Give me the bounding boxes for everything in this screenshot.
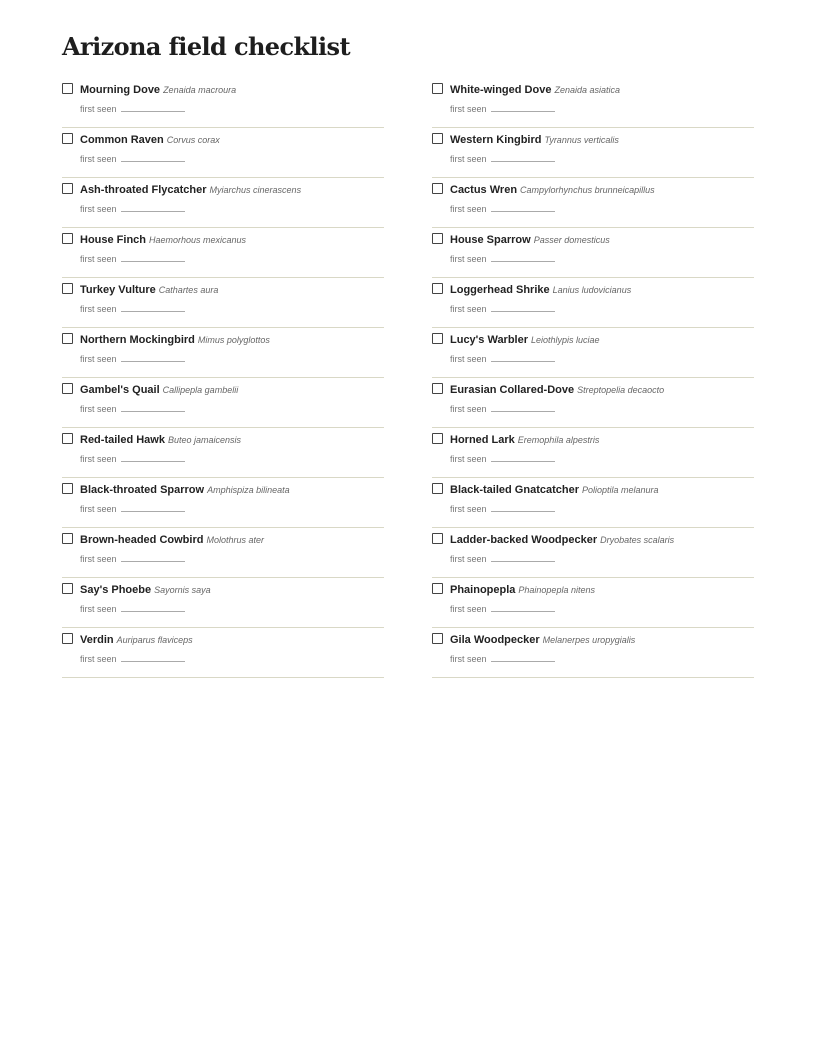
- species-entry: [432, 528, 754, 578]
- checklist-page: [62, 30, 754, 664]
- first-seen-label: first seen: [80, 504, 117, 514]
- first-seen-label: first seen: [80, 404, 117, 414]
- species-name-line: [450, 432, 599, 447]
- first-seen-field: [80, 103, 185, 115]
- scientific-name: Melanerpes uropygialis: [542, 635, 636, 645]
- seen-checkbox[interactable]: [432, 83, 443, 94]
- species-name-line: [80, 282, 218, 297]
- species-entry: [62, 378, 384, 428]
- species-name-line: [80, 632, 193, 647]
- species-entry: [432, 128, 754, 178]
- first-seen-field: [80, 553, 185, 565]
- species-entry: [62, 478, 384, 528]
- first-seen-label: first seen: [450, 304, 487, 314]
- first-seen-label: first seen: [80, 104, 117, 114]
- first-seen-blank[interactable]: [121, 203, 185, 212]
- species-entry: [432, 628, 754, 678]
- common-name: Black-throated Sparrow: [80, 484, 205, 496]
- common-name: Gambel's Quail: [80, 384, 160, 396]
- first-seen-field: [80, 153, 185, 165]
- first-seen-blank[interactable]: [121, 603, 185, 612]
- common-name: Verdin: [80, 634, 114, 646]
- first-seen-label: first seen: [450, 404, 487, 414]
- scientific-name: Streptopelia decaocto: [577, 385, 665, 395]
- scientific-name: Tyrannus verticalis: [544, 135, 619, 145]
- scientific-name: Polioptila melanura: [582, 485, 659, 495]
- common-name: Cactus Wren: [450, 184, 518, 196]
- species-entry: [432, 428, 754, 478]
- first-seen-blank[interactable]: [121, 653, 185, 662]
- first-seen-blank[interactable]: [491, 303, 555, 312]
- first-seen-label: first seen: [450, 504, 487, 514]
- species-entry: [432, 478, 754, 528]
- seen-checkbox[interactable]: [62, 83, 73, 94]
- first-seen-label: first seen: [80, 204, 117, 214]
- common-name: Brown-headed Cowbird: [80, 534, 204, 546]
- species-entry: [432, 578, 754, 628]
- species-entry: [432, 378, 754, 428]
- species-entry: [62, 328, 384, 378]
- first-seen-blank[interactable]: [121, 153, 185, 162]
- first-seen-blank[interactable]: [121, 253, 185, 262]
- common-name: Lucy's Warbler: [450, 334, 529, 346]
- species-name-line: [80, 582, 211, 597]
- first-seen-field: [450, 403, 555, 415]
- species-entry: [62, 128, 384, 178]
- first-seen-blank[interactable]: [121, 453, 185, 462]
- common-name: Red-tailed Hawk: [80, 434, 165, 446]
- first-seen-blank[interactable]: [121, 303, 185, 312]
- first-seen-label: first seen: [450, 154, 487, 164]
- scientific-name: Zenaida macroura: [163, 85, 237, 95]
- species-entry: [432, 228, 754, 278]
- first-seen-label: first seen: [80, 154, 117, 164]
- species-entry: [432, 178, 754, 228]
- species-entry: [62, 528, 384, 578]
- first-seen-label: first seen: [80, 454, 117, 464]
- species-name-line: [80, 432, 241, 447]
- first-seen-blank[interactable]: [121, 503, 185, 512]
- seen-checkbox[interactable]: [432, 133, 443, 144]
- first-seen-field: [80, 203, 185, 215]
- species-entry: [432, 328, 754, 378]
- first-seen-blank[interactable]: [121, 553, 185, 562]
- first-seen-blank[interactable]: [491, 453, 555, 462]
- first-seen-blank[interactable]: [121, 403, 185, 412]
- first-seen-label: first seen: [80, 604, 117, 614]
- first-seen-label: first seen: [80, 354, 117, 364]
- first-seen-field: [80, 303, 185, 315]
- common-name: Turkey Vulture: [80, 284, 156, 296]
- species-name-line: [80, 482, 290, 497]
- species-name-line: [80, 132, 220, 147]
- first-seen-blank[interactable]: [491, 103, 555, 112]
- common-name: Mourning Dove: [80, 84, 161, 96]
- first-seen-field: [80, 403, 185, 415]
- species-name-line: [450, 82, 620, 97]
- seen-checkbox[interactable]: [62, 483, 73, 494]
- common-name: House Sparrow: [450, 234, 531, 246]
- first-seen-blank[interactable]: [121, 103, 185, 112]
- first-seen-label: first seen: [450, 454, 487, 464]
- scientific-name: Eremophila alpestris: [517, 435, 600, 445]
- first-seen-blank[interactable]: [491, 203, 555, 212]
- scientific-name: Callipepla gambelii: [162, 385, 239, 395]
- scientific-name: Myiarchus cinerascens: [209, 185, 302, 195]
- seen-checkbox[interactable]: [62, 133, 73, 144]
- common-name: Loggerhead Shrike: [450, 284, 550, 296]
- species-name-line: [450, 282, 631, 297]
- common-name: Western Kingbird: [450, 134, 542, 146]
- species-name-line: [450, 382, 664, 397]
- common-name: Ladder-backed Woodpecker: [450, 534, 598, 546]
- first-seen-field: [450, 503, 555, 515]
- first-seen-field: [450, 653, 555, 665]
- first-seen-field: [450, 453, 555, 465]
- first-seen-blank[interactable]: [491, 553, 555, 562]
- first-seen-field: [80, 353, 185, 365]
- common-name: Gila Woodpecker: [450, 634, 540, 646]
- first-seen-field: [450, 603, 555, 615]
- seen-checkbox[interactable]: [432, 183, 443, 194]
- first-seen-label: first seen: [450, 254, 487, 264]
- seen-checkbox[interactable]: [432, 383, 443, 394]
- scientific-name: Dryobates scalaris: [600, 535, 675, 545]
- common-name: Horned Lark: [450, 434, 515, 446]
- species-entry: [432, 278, 754, 328]
- scientific-name: Campylorhynchus brunneicapillus: [520, 185, 655, 195]
- first-seen-field: [450, 203, 555, 215]
- common-name: Eurasian Collared-Dove: [450, 384, 575, 396]
- common-name: Say's Phoebe: [80, 584, 152, 596]
- first-seen-field: [80, 603, 185, 615]
- species-name-line: [450, 582, 595, 597]
- seen-checkbox[interactable]: [432, 233, 443, 244]
- first-seen-label: first seen: [450, 554, 487, 564]
- page-title: Arizona field checklist: [62, 32, 350, 61]
- species-entry: [62, 628, 384, 678]
- seen-checkbox[interactable]: [432, 333, 443, 344]
- seen-checkbox[interactable]: [62, 633, 73, 644]
- species-entry: [62, 578, 384, 628]
- scientific-name: Lanius ludovicianus: [552, 285, 632, 295]
- seen-checkbox[interactable]: [62, 283, 73, 294]
- right-column: [432, 78, 754, 678]
- seen-checkbox[interactable]: [62, 533, 73, 544]
- first-seen-field: [450, 253, 555, 265]
- seen-checkbox[interactable]: [62, 383, 73, 394]
- first-seen-field: [450, 103, 555, 115]
- first-seen-field: [450, 353, 555, 365]
- common-name: Common Raven: [80, 134, 164, 146]
- first-seen-label: first seen: [450, 354, 487, 364]
- scientific-name: Auriparus flaviceps: [116, 635, 193, 645]
- seen-checkbox[interactable]: [62, 583, 73, 594]
- first-seen-field: [80, 503, 185, 515]
- first-seen-field: [80, 453, 185, 465]
- first-seen-blank[interactable]: [491, 653, 555, 662]
- left-column: [62, 78, 384, 678]
- first-seen-label: first seen: [450, 204, 487, 214]
- first-seen-label: first seen: [450, 604, 487, 614]
- species-name-line: [450, 182, 655, 197]
- first-seen-field: [450, 553, 555, 565]
- species-name-line: [450, 482, 659, 497]
- first-seen-label: first seen: [80, 254, 117, 264]
- scientific-name: Buteo jamaicensis: [167, 435, 242, 445]
- species-entry: [432, 78, 754, 128]
- seen-checkbox[interactable]: [62, 183, 73, 194]
- scientific-name: Phainopepla nitens: [518, 585, 595, 595]
- species-name-line: [450, 332, 600, 347]
- first-seen-field: [450, 153, 555, 165]
- first-seen-label: first seen: [450, 104, 487, 114]
- scientific-name: Haemorhous mexicanus: [149, 235, 247, 245]
- scientific-name: Corvus corax: [166, 135, 220, 145]
- seen-checkbox[interactable]: [432, 283, 443, 294]
- first-seen-blank[interactable]: [491, 403, 555, 412]
- first-seen-field: [80, 653, 185, 665]
- common-name: Ash-throated Flycatcher: [80, 184, 207, 196]
- species-entry: [62, 78, 384, 128]
- scientific-name: Sayornis saya: [154, 585, 211, 595]
- species-name-line: [450, 632, 635, 647]
- species-entry: [62, 428, 384, 478]
- seen-checkbox[interactable]: [432, 483, 443, 494]
- seen-checkbox[interactable]: [62, 433, 73, 444]
- species-entry: [62, 278, 384, 328]
- first-seen-field: [80, 253, 185, 265]
- first-seen-blank[interactable]: [491, 153, 555, 162]
- species-name-line: [450, 532, 674, 547]
- species-name-line: [450, 232, 610, 247]
- common-name: Northern Mockingbird: [80, 334, 195, 346]
- seen-checkbox[interactable]: [62, 333, 73, 344]
- first-seen-label: first seen: [80, 304, 117, 314]
- seen-checkbox[interactable]: [432, 533, 443, 544]
- species-name-line: [80, 182, 301, 197]
- species-name-line: [450, 132, 619, 147]
- first-seen-label: first seen: [80, 554, 117, 564]
- scientific-name: Mimus polyglottos: [197, 335, 270, 345]
- species-entry: [62, 178, 384, 228]
- seen-checkbox[interactable]: [432, 633, 443, 644]
- seen-checkbox[interactable]: [432, 433, 443, 444]
- first-seen-blank[interactable]: [491, 603, 555, 612]
- first-seen-blank[interactable]: [121, 353, 185, 362]
- species-name-line: [80, 232, 246, 247]
- species-entry: [62, 228, 384, 278]
- seen-checkbox[interactable]: [62, 233, 73, 244]
- scientific-name: Zenaida asiatica: [554, 85, 620, 95]
- first-seen-blank[interactable]: [491, 253, 555, 262]
- species-name-line: [80, 532, 264, 547]
- scientific-name: Passer domesticus: [533, 235, 610, 245]
- species-name-line: [80, 82, 236, 97]
- common-name: Phainopepla: [450, 584, 516, 596]
- first-seen-label: first seen: [80, 654, 117, 664]
- species-name-line: [80, 332, 270, 347]
- scientific-name: Molothrus ater: [206, 535, 264, 545]
- first-seen-field: [450, 303, 555, 315]
- seen-checkbox[interactable]: [432, 583, 443, 594]
- common-name: House Finch: [80, 234, 147, 246]
- scientific-name: Amphispiza bilineata: [207, 485, 290, 495]
- first-seen-blank[interactable]: [491, 503, 555, 512]
- scientific-name: Cathartes aura: [158, 285, 219, 295]
- common-name: White-winged Dove: [450, 84, 552, 96]
- first-seen-label: first seen: [450, 654, 487, 664]
- scientific-name: Leiothlypis luciae: [531, 335, 600, 345]
- species-name-line: [80, 382, 238, 397]
- common-name: Black-tailed Gnatcatcher: [450, 484, 579, 496]
- first-seen-blank[interactable]: [491, 353, 555, 362]
